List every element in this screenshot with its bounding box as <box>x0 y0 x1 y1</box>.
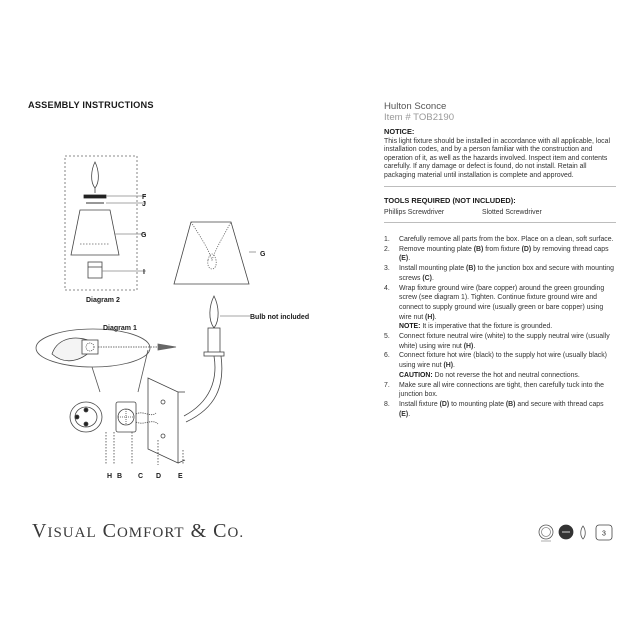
steps-list <box>384 235 616 419</box>
label-d: D <box>156 473 162 480</box>
label-f: F <box>142 194 147 201</box>
diagram1-caption: Diagram 1 <box>103 325 137 332</box>
step-7: 7. Make sure all wire connections are tight, then carefully tuck into the junction box. <box>384 381 604 399</box>
bulb-note: Bulb not included <box>250 314 310 321</box>
tools-list <box>384 209 616 216</box>
step-8: 8. Install fixture (D) to mounting plate (B) and secure with thread caps (E). <box>384 400 604 418</box>
label-i: I <box>143 269 145 276</box>
diagram2-caption: Diagram 2 <box>86 297 120 304</box>
ring-f <box>84 195 106 198</box>
bulb-fixture <box>210 296 218 328</box>
page-number: 3 <box>602 530 606 538</box>
step-6: 6. Connect fixture hot wire (black) to the supply hot wire (usually black) using wire nut (H). <box>384 352 607 370</box>
sconce-arm <box>184 356 215 416</box>
label-g2: G <box>260 251 266 258</box>
tool-slotted: Slotted Screwdriver <box>482 209 542 217</box>
assembly-diagram <box>28 140 348 490</box>
step-2: 2. Remove mounting plate (B) from fixture (D) by removing thread caps (E). <box>384 245 609 263</box>
item-number: Item # TOB2190 <box>384 112 455 123</box>
certification-icons <box>536 521 616 545</box>
notice-title: NOTICE: <box>384 127 415 136</box>
tool-phillips: Phillips Screwdriver <box>384 209 445 217</box>
socket-i <box>88 262 102 278</box>
step-3: 3. Install mounting plate (B) to the junction box and secure with mounting screws (C). <box>384 265 614 282</box>
divider <box>384 222 616 223</box>
label-b: B <box>117 473 123 480</box>
dry-location-icon <box>559 525 573 539</box>
divider <box>384 186 616 187</box>
shade-diagram2 <box>71 210 119 255</box>
label-h: H <box>107 473 113 480</box>
shade-fixture <box>174 222 249 284</box>
notice-body: This light fixture should be installed in accordance with all applicable, local installation codes, and by a person familiar with the construction and operation of it, as well as the hazards involved. Inspect item and contents carefully. If any damage or defect is found, do not install. Retain all packaging material until installation is complete and approved. <box>384 138 610 179</box>
instructions-column <box>384 101 616 419</box>
product-name: Hulton Sconce <box>384 101 447 112</box>
bulb-shape <box>92 162 99 188</box>
step-5: 5. Connect fixture neutral wire (white) to the supply neutral wire (usually white) using wire nut (H). <box>384 333 610 350</box>
label-e: E <box>178 473 183 480</box>
step-1: 1. Carefully remove all parts from the box. Place on a clean, soft surface. <box>384 236 614 244</box>
tools-title: TOOLS REQUIRED (NOT INCLUDED): <box>384 196 516 206</box>
step-4: 4. Wrap fixture ground wire (bare copper) around the green grounding screw (see diagram 1). Tighten. Continue fixture ground wire and connect to supply ground wire (usually green or bare copper) using wire nut (H). <box>384 284 605 321</box>
brand-wordmark: VISUAL COMFORT & CO. <box>32 520 245 542</box>
bulb-icon <box>581 526 586 539</box>
label-g1: G <box>141 232 147 239</box>
etl-listed-icon <box>539 525 553 541</box>
label-c: C <box>138 473 144 480</box>
page-heading: ASSEMBLY INSTRUCTIONS <box>28 100 154 110</box>
caution-note: CAUTION: Do not reverse the hot and neutral connections. <box>399 371 580 379</box>
label-j: J <box>142 201 146 208</box>
backplate <box>148 378 178 463</box>
note-grounded: NOTE: It is imperative that the fixture is grounded. <box>399 323 553 331</box>
